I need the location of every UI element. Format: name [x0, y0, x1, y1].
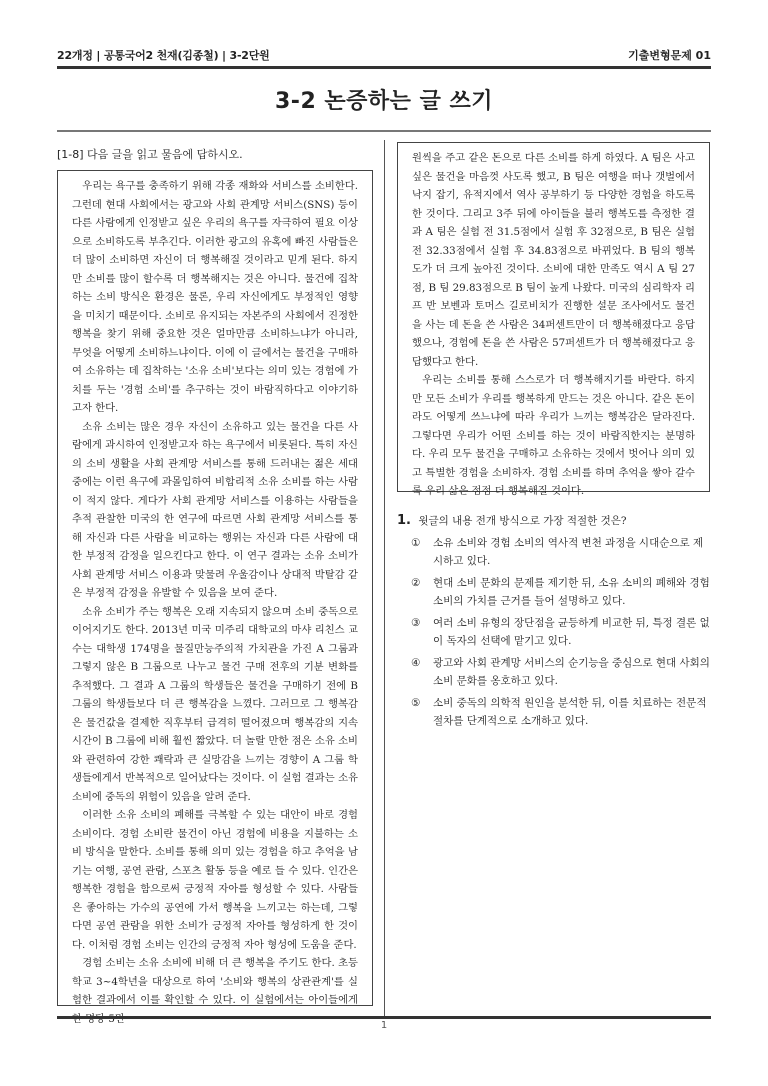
question-text: 윗글의 내용 전개 방식으로 가장 적절한 것은? — [418, 515, 627, 527]
passage-paragraph: 원씩을 주고 같은 돈으로 다른 소비를 하게 하였다. A 팀은 사고 싶은 물건을 마음껏 사도록 했고, B 팀은 여행을 떠나 갯벌에서 낙지 잡기, 유적지에서 역사 공부하기 등 다양한 경험을 하도록 한 것이다. 그리고 3주 뒤에 아이들을 불러 행복도를 측정한 결과 A 팀은 실험 전 31.5점에서 실험 후 32점으로, B 팀은 실험 전 32.33점에서 실험 후 34.83점으로 바뀌었다. B 팀의 행복도가 더 크게 높아진 것이다. 소비에 대한 만족도 역시 A 팀 27점, B 팀 29.83점으로 B 팀이 높게 나왔다. 미국의 심리학자 리프 반 보벤과 토머스 길로비치가 진행한 설문 조사에서도 물건을 사는 데 돈을 쓴 사람은 34퍼센트만이 더 행복해졌다고 응답했으나, 경험에 돈을 쓴 사람은 57퍼센트가 더 행복해졌다고 응답했다고 한다. — [412, 152, 695, 368]
page-number: 1 — [380, 1020, 388, 1031]
option-text: 소유 소비와 경험 소비의 역사적 변천 과정을 시대순으로 제시하고 있다. — [433, 536, 704, 567]
column-divider — [384, 140, 385, 1016]
passage-paragraph: 소유 소비는 많은 경우 자신이 소유하고 있는 물건을 다른 사람에게 과시하여 인정받고자 하는 욕구에서 비롯된다. 특히 자신의 소비 생활을 사회 관계망 서비스를 통해 드러내는 젊은 세대 중에는 이런 욕구에 과몰입하여 비합리적 소유 소비를 하는 사람이 적지 않다. 게다가 사회 관계망 서비스를 이용하는 사람들을 추적 관찰한 미국의 한 연구에 따르면 사회 관계망 서비스를 통해 자신과 다른 사람을 비교하는 행위는 자신과 다른 사람에 대한 부정적 감정을 일으킨다고 한다. 이 연구 결과는 소유 소비가 사회 관계망 서비스 이용과 맞물려 우울감이나 상대적 박탈감 같은 부정적 감정을 유발할 수 있음을 보여 준다. — [72, 420, 358, 599]
passage-box-left — [57, 170, 373, 1025]
option-text: 광고와 사회 관계망 서비스의 순기능을 중심으로 현대 사회의 소비 문화를 옹호하고 있다. — [433, 656, 710, 687]
passage-paragraph: 경험 소비는 소유 소비에 비해 더 큰 행복을 주기도 한다. 초등학교 3~4학년을 대상으로 하여 '소비와 행복의 상관관계'를 실험한 결과에서 이를 확인할 수 있다. 이 실험에서는 아이들에게 한 명당 5만 — [72, 957, 358, 1025]
option-text: 소비 중독의 의학적 원인을 분석한 뒤, 이를 치료하는 전문적 절차를 단계적으로 소개하고 있다. — [433, 696, 707, 727]
answer-option-4[interactable] — [397, 654, 712, 691]
passage-paragraph: 이러한 소유 소비의 폐해를 극복할 수 있는 대안이 바로 경험 소비이다. 경험 소비란 물건이 아닌 경험에 비용을 지불하는 소비 방식을 말한다. 소비를 통해 의미 있는 경험을 하고 추억을 남기는 여행, 공연 관람, 스포츠 활동 등을 예로 들 수 있다. 인간은 행복한 경험을 함으로써 긍정적 자아를 형성할 수 있다. 사람들은 좋아하는 가수의 공연에 가서 행복을 느끼고는 하는데, 그렇다면 공연 관람을 위한 소비가 긍정적 자아를 형성하게 한 것이다. 이처럼 경험 소비는 인간의 긍정적 자아 형성에 도움을 준다. — [72, 809, 358, 951]
option-marker: ④ — [411, 656, 421, 669]
passage-paragraph: 소유 소비가 주는 행복은 오래 지속되지 않으며 소비 중독으로 이어지기도 한다. 2013년 미국 미주리 대학교의 마샤 리친스 교수는 대학생 174명을 물질만능주의적 가치관을 가진 A 그룹과 그렇지 않은 B 그룹으로 나누고 물건 구매 전후의 기분 변화를 추적했다. 그 결과 A 그룹의 학생들은 물건을 구매하기 전에 B 그룹의 학생들보다 더 큰 행복감을 느꼈다. 그러므로 그 행복감은 물건값을 결제한 직후부터 급격히 떨어졌으며 행복감의 지속 시간이 B 그룹에 비해 훨씬 짧았다. 더 놀랄 만한 점은 소유 소비와 관련하여 강한 쾌락과 큰 실망감을 느끼는 경향이 A 그룹 학생들에게서 반복적으로 일어났다는 것이다. 이 실험 결과는 소유 소비에 중독의 위험이 있음을 알려 준다. — [72, 605, 358, 803]
answer-option-2[interactable] — [397, 574, 712, 611]
header-exam-label: 기출변형문제 01 — [628, 49, 711, 62]
option-marker: ③ — [411, 616, 421, 629]
question-stem — [397, 512, 712, 531]
question-1 — [397, 512, 712, 731]
option-marker: ⑤ — [411, 696, 421, 709]
answer-option-1[interactable] — [397, 534, 712, 571]
option-text: 여러 소비 유형의 장단점을 균등하게 비교한 뒤, 특정 결론 없이 독자의 선택에 맡기고 있다. — [433, 616, 710, 647]
header-course-info: 22개정 | 공통국어2 천재(김종철) | 3-2단원 — [57, 49, 270, 62]
page-title: 3-2 논증하는 글 쓰기 — [275, 89, 493, 114]
answer-option-3[interactable] — [397, 614, 712, 651]
passage-paragraph: 우리는 욕구를 충족하기 위해 각종 재화와 서비스를 소비한다. 그런데 현대 사회에서는 광고와 사회 관계망 서비스(SNS) 등이 다른 사람에게 인정받고 싶은 우리의 욕구를 자극하여 필요 이상으로 소비하도록 부추긴다. 이러한 광고의 유혹에 빠진 사람들은 더 많이 소비하면 자신이 더 행복해질 것이라고 믿게 된다. 하지만 소비를 많이 할수록 더 행복해지는 것은 아니다. 물건에 집착하는 소비 방식은 환경은 물론, 우리 자신에게도 부정적인 영향을 미치기 때문이다. 소비로 유지되는 자본주의 사회에서 진정한 행복을 찾기 위해 중요한 것은 얼마만큼 소비하느냐가 아니라, 무엇을 어떻게 소비하느냐이다. 이에 이 글에서는 물건을 구매하여 소유하는 데 집착하는 '소유 소비'보다는 의미 있는 경험에 가치를 두는 '경험 소비'를 추구하는 것이 바람직하다고 이야기하고자 한다. — [72, 180, 358, 414]
title-divider — [57, 130, 711, 132]
answer-option-5[interactable] — [397, 694, 712, 731]
passage-paragraph: 우리는 소비를 통해 스스로가 더 행복해지기를 바란다. 하지만 모든 소비가 우리를 행복하게 만드는 것은 아니다. 같은 돈이라도 어떻게 쓰느냐에 따라 우리가 느끼는 행복감은 달라진다. 그렇다면 우리가 어떤 소비를 하는 것이 바람직한지는 분명하다. 우리 모두 물건을 구매하고 소유하는 것에서 벗어나 의미 있고 특별한 경험을 소비하자. 경험 소비를 하며 추억을 쌓아 갈수록 우리 삶은 점점 더 행복해질 것이다. — [412, 374, 695, 497]
option-marker: ② — [411, 576, 421, 589]
instruction-text: [1-8] 다음 글을 읽고 물음에 답하시오. — [57, 148, 243, 161]
passage-box-right — [397, 142, 710, 497]
option-marker: ① — [411, 536, 421, 549]
footer-divider — [57, 1016, 711, 1019]
option-text: 현대 소비 문화의 문제를 제기한 뒤, 소유 소비의 폐해와 경험 소비의 가치를 근거를 들어 설명하고 있다. — [433, 576, 710, 607]
page-header — [57, 40, 711, 69]
question-number: 1. — [397, 513, 411, 528]
